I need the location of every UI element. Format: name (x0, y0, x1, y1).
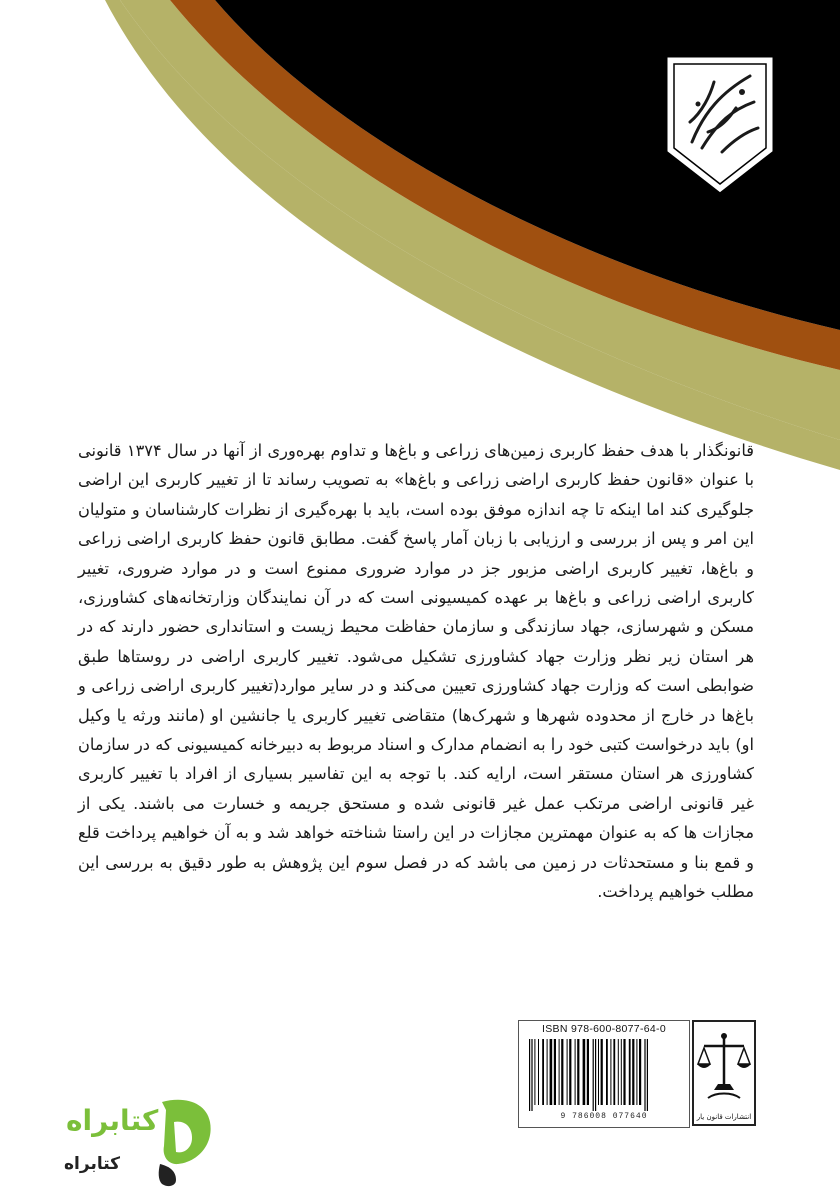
barcode-bar (547, 1039, 548, 1105)
barcode-bar (629, 1039, 631, 1105)
watermark-text-small: کتابراه (64, 1154, 121, 1174)
barcode-bar (598, 1039, 599, 1105)
barcode-bar (554, 1039, 556, 1105)
publisher-name: انتشارات قانون یار (696, 1113, 752, 1121)
barcode-bar (593, 1039, 594, 1111)
isbn-label: ISBN 978-600-8077-64-0 (542, 1023, 666, 1035)
watermark-text: کتابراه (66, 1104, 159, 1137)
barcode-bar (529, 1039, 530, 1111)
ketabrah-watermark (28, 1092, 228, 1192)
barcode-bar (534, 1039, 535, 1105)
barcode-bar (623, 1039, 625, 1105)
barcode-bar (601, 1039, 603, 1105)
barcode-bar (639, 1039, 641, 1105)
barcode-bar (636, 1039, 637, 1105)
barcode-bar (531, 1039, 532, 1111)
barcode-bar (569, 1039, 571, 1105)
barcode-bar (587, 1039, 589, 1105)
isbn-barcode (518, 1020, 690, 1128)
barcode-bar (632, 1039, 634, 1105)
ketabrah-logo-icon (154, 1092, 224, 1192)
barcode-bar (647, 1039, 648, 1111)
barcode-bar (550, 1039, 553, 1105)
barcode-bar (567, 1039, 568, 1105)
barcode-bar (610, 1039, 611, 1105)
scales-of-justice-icon (694, 1026, 754, 1110)
blurb-paragraph: قانونگذار با هدف حفظ کاربری زمین‌های زراعی و باغ‌ها و تداوم بهره‌وری از آنها در سال ۱۳۷۴ قانونی با عنوان «قانون حفظ کاربری اراضی زراعی و باغ‌ها» به تصویب رساند تا از تغییر کاربری این اراضی جلوگیری کند اما اینکه تا چه اندازه موفق بوده است، باید با بهره‌گیری از نظرات کارشناسان و متولیان این امر و پس از بررسی و ارزیابی با زبان آمار پاسخ گفت. مطابق قانون حفظ کاربری اراضی زراعی و باغ‌ها، تغییر کاربری اراضی مزبور جز در موارد ضروری ممنوع است و در موارد ضروری، تغییر کاربری اراضی زراعی و باغ‌ها بر عهده کمیسیونی است که در آن نمایندگان وزارتخانه‌های کشاورزی، مسکن و شهرسازی، جهاد سازندگی و سازمان حفاظت محیط زیست و استانداری حضور دارند که در هر استان زیر نظر وزارت جهاد کشاورزی تشکیل می‌شود. تغییر کاربری اراضی در روستاها طبق ضوابطی است که وزارت جهاد کشاورزی تعیین می‌کند و در سایر موارد(تغییر کاربری اراضی زراعی و باغ‌ها در خارج از محدوده شهرها و شهرک‌ها) متقاضی تغییر کاربری یا جانشین او (مانند ورثه یا وکیل او) باید درخواست کتبی خود را به انضمام مدارک و اسناد مربوط به دبیرخانه کمیسیونی که در سازمان کشاورزی هر استان مستقر است، ارایه کند. با توجه به این تفاسیر بسیاری از افراد با تغییر کاربری غیر قانونی اراضی مرتکب عمل غیر قانونی شده و مستحق جریمه و خسارت می باشند. یکی از مجازات ها که به عنوان مهمترین مجازات در این راستا شناخته خواهد شد و به آن خواهیم پرداخت قلع و قمع بنا و مستحدثات در زمین می باشد که در فصل سوم این پژوهش به طور دقیق به بررسی این مطلب خواهیم پرداخت. (78, 441, 754, 902)
barcode-bar (613, 1039, 615, 1105)
barcode-bar (542, 1039, 544, 1105)
barcode-bar (618, 1039, 619, 1105)
barcode-bars (527, 1039, 681, 1111)
barcode-bar (595, 1039, 596, 1111)
barcode-digits: 9 786008 077640 (560, 1112, 648, 1121)
barcode-bar (583, 1039, 586, 1105)
barcode-bar (606, 1039, 608, 1105)
barcode-bar (577, 1039, 579, 1105)
barcode-bar (621, 1039, 622, 1105)
barcode-bar (559, 1039, 560, 1105)
barcode-bar (561, 1039, 563, 1105)
back-cover-blurb (78, 436, 754, 907)
publisher-shield-calligraphy-icon (662, 52, 778, 197)
barcode-bar (575, 1039, 576, 1105)
publisher-emblem (692, 1020, 756, 1126)
barcode-bar (538, 1039, 539, 1105)
barcode-bar (644, 1039, 645, 1111)
